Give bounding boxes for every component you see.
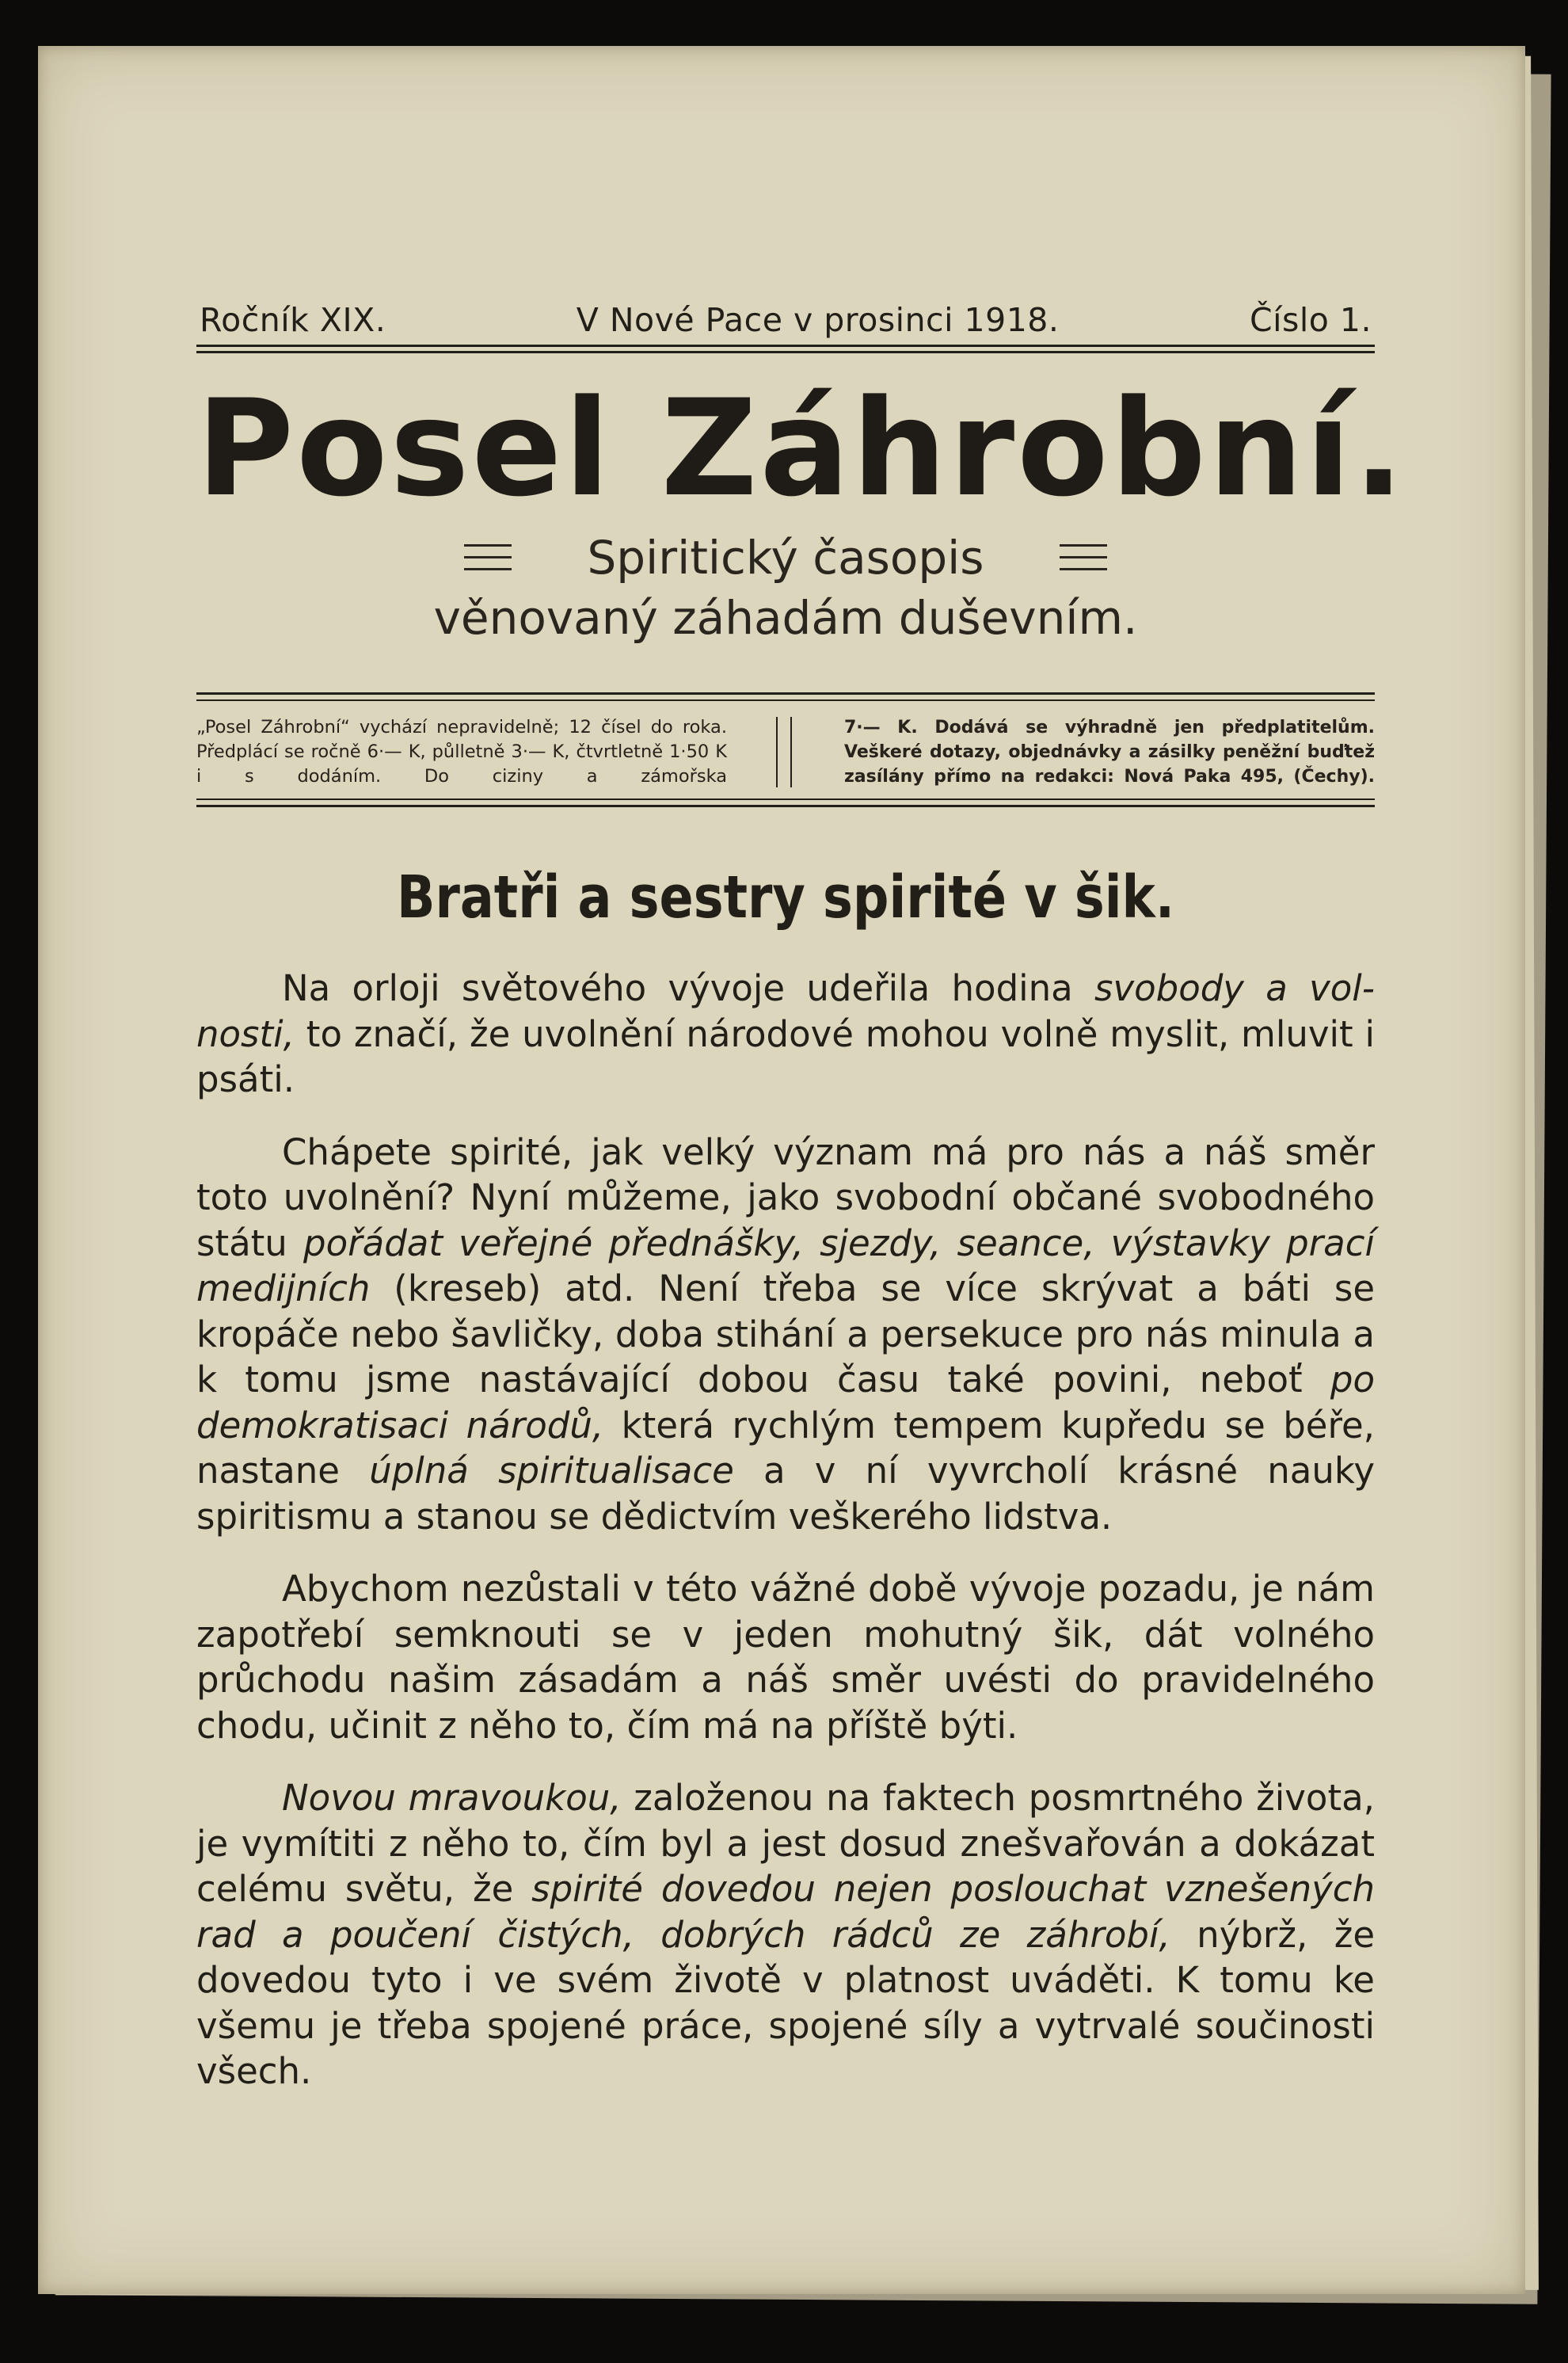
issue-header (196, 295, 1375, 345)
text-run: Abychom nezůstali v této vážné době vývoje pozadu, je nám zapotřebí semknouti se v jeden mohutný šik, dát volného průchodu našim zásadám a náš směr uvésti do pravidelného chodu, učinit z něho to, čím má na příště býti. (196, 1568, 1375, 1747)
header-rule (196, 345, 1375, 353)
emphasized-text: úplná spiritualisace (369, 1450, 734, 1492)
subscription-info-right: 7·— K. Dodává se výhradně jen předplatitelům. Veškeré dotazy, objednávky a zásilky peněžní buďtež zasílány přímo na redakci: Nová Paka 495, (Čechy). (844, 718, 1375, 787)
emphasized-text: pořádat veřejné přednášky, sjezdy, seance, výstavky prací medijních (196, 1222, 1375, 1309)
text-run: Chápete spirité, jak velký význam má pro nás a náš směr toto uvolnění? Nyní můžeme, jako svobodní občané svobodného státu (196, 1130, 1375, 1264)
text-run: (kreseb) atd. Není třeba se více skrývat a báti se kropáče nebo šavličky, doba stihání a persekuce pro nás minula a k tomu jsme nastávající dobou času také povini, neboť (196, 1267, 1375, 1401)
emphasized-text: spirité dovedou nejen poslouchat vznešených rad a poučení čistých, dobrých rádců ze záhrobí, (196, 1868, 1376, 1956)
column-divider (727, 715, 844, 789)
article-paragraph (196, 966, 1375, 1103)
text-run: která rychlým tempem kupředu se béře, nastane (196, 1404, 1375, 1492)
emphasized-text: svobody a volnosti, (196, 967, 1375, 1055)
subtitle-line-2 (196, 588, 1375, 648)
subscription-info-left: „Posel Záhrobní“ vychází nepravidelně; 12 čísel do roka. Předplácí se ročně 6·— K, půlletně 3·— K, čtvrtletně 1·50 K i s dodáním. Do ciziny a zámořska (196, 717, 727, 787)
text-run: nýbrž, že dovedou tyto i ve svém životě v platnost uváděti. K tomu ke všemu je třeba spojené práce, spojené síly a vytrvalé součinosti všech. (196, 1913, 1376, 2092)
newspaper-page (38, 46, 1525, 2294)
subtitle-2: věnovaný záhadám duševním. (433, 591, 1138, 645)
article-headline: Bratři a sestry spirité v šik. (396, 863, 1175, 932)
page-content (196, 295, 1406, 2094)
text-run: a v ní vyvrcholí krásné nauky spiritismu a stanou se dědictvím veškerého lidstva. (196, 1450, 1375, 1538)
subscription-info-box (196, 692, 1375, 807)
emphasized-text: Novou mravoukou, (282, 1777, 622, 1819)
text-run: Na orloji světového vývoje udeřila hodina (282, 967, 1095, 1009)
subtitle-line-1 (196, 528, 1375, 588)
issue-number: Číslo 1. (1249, 301, 1372, 339)
text-run: to značí, že uvolnění národové mohou volně myslit, mluvit i psáti. (196, 1012, 1375, 1100)
ornament-bars (464, 543, 512, 573)
article-paragraph (196, 1775, 1375, 2094)
volume-label: Ročník XIX. (200, 301, 386, 339)
article-paragraph (196, 1566, 1375, 1748)
masthead-title: Posel Záhrobní. (196, 371, 1406, 526)
ornament-bars (1060, 543, 1107, 573)
text-run: založenou na faktech posmrtného života, je vymítiti z něho to, čím byl a jest dosud znešvařován a dokázat celému světu, že (196, 1777, 1375, 1910)
article-paragraph (196, 1130, 1375, 1540)
subtitle-1: Spiritický časopis (587, 531, 984, 585)
emphasized-text: po demokratisaci národů, (196, 1359, 1375, 1446)
place-date: V Nové Pace v prosinci 1918. (576, 301, 1060, 339)
article-body (196, 966, 1375, 2094)
